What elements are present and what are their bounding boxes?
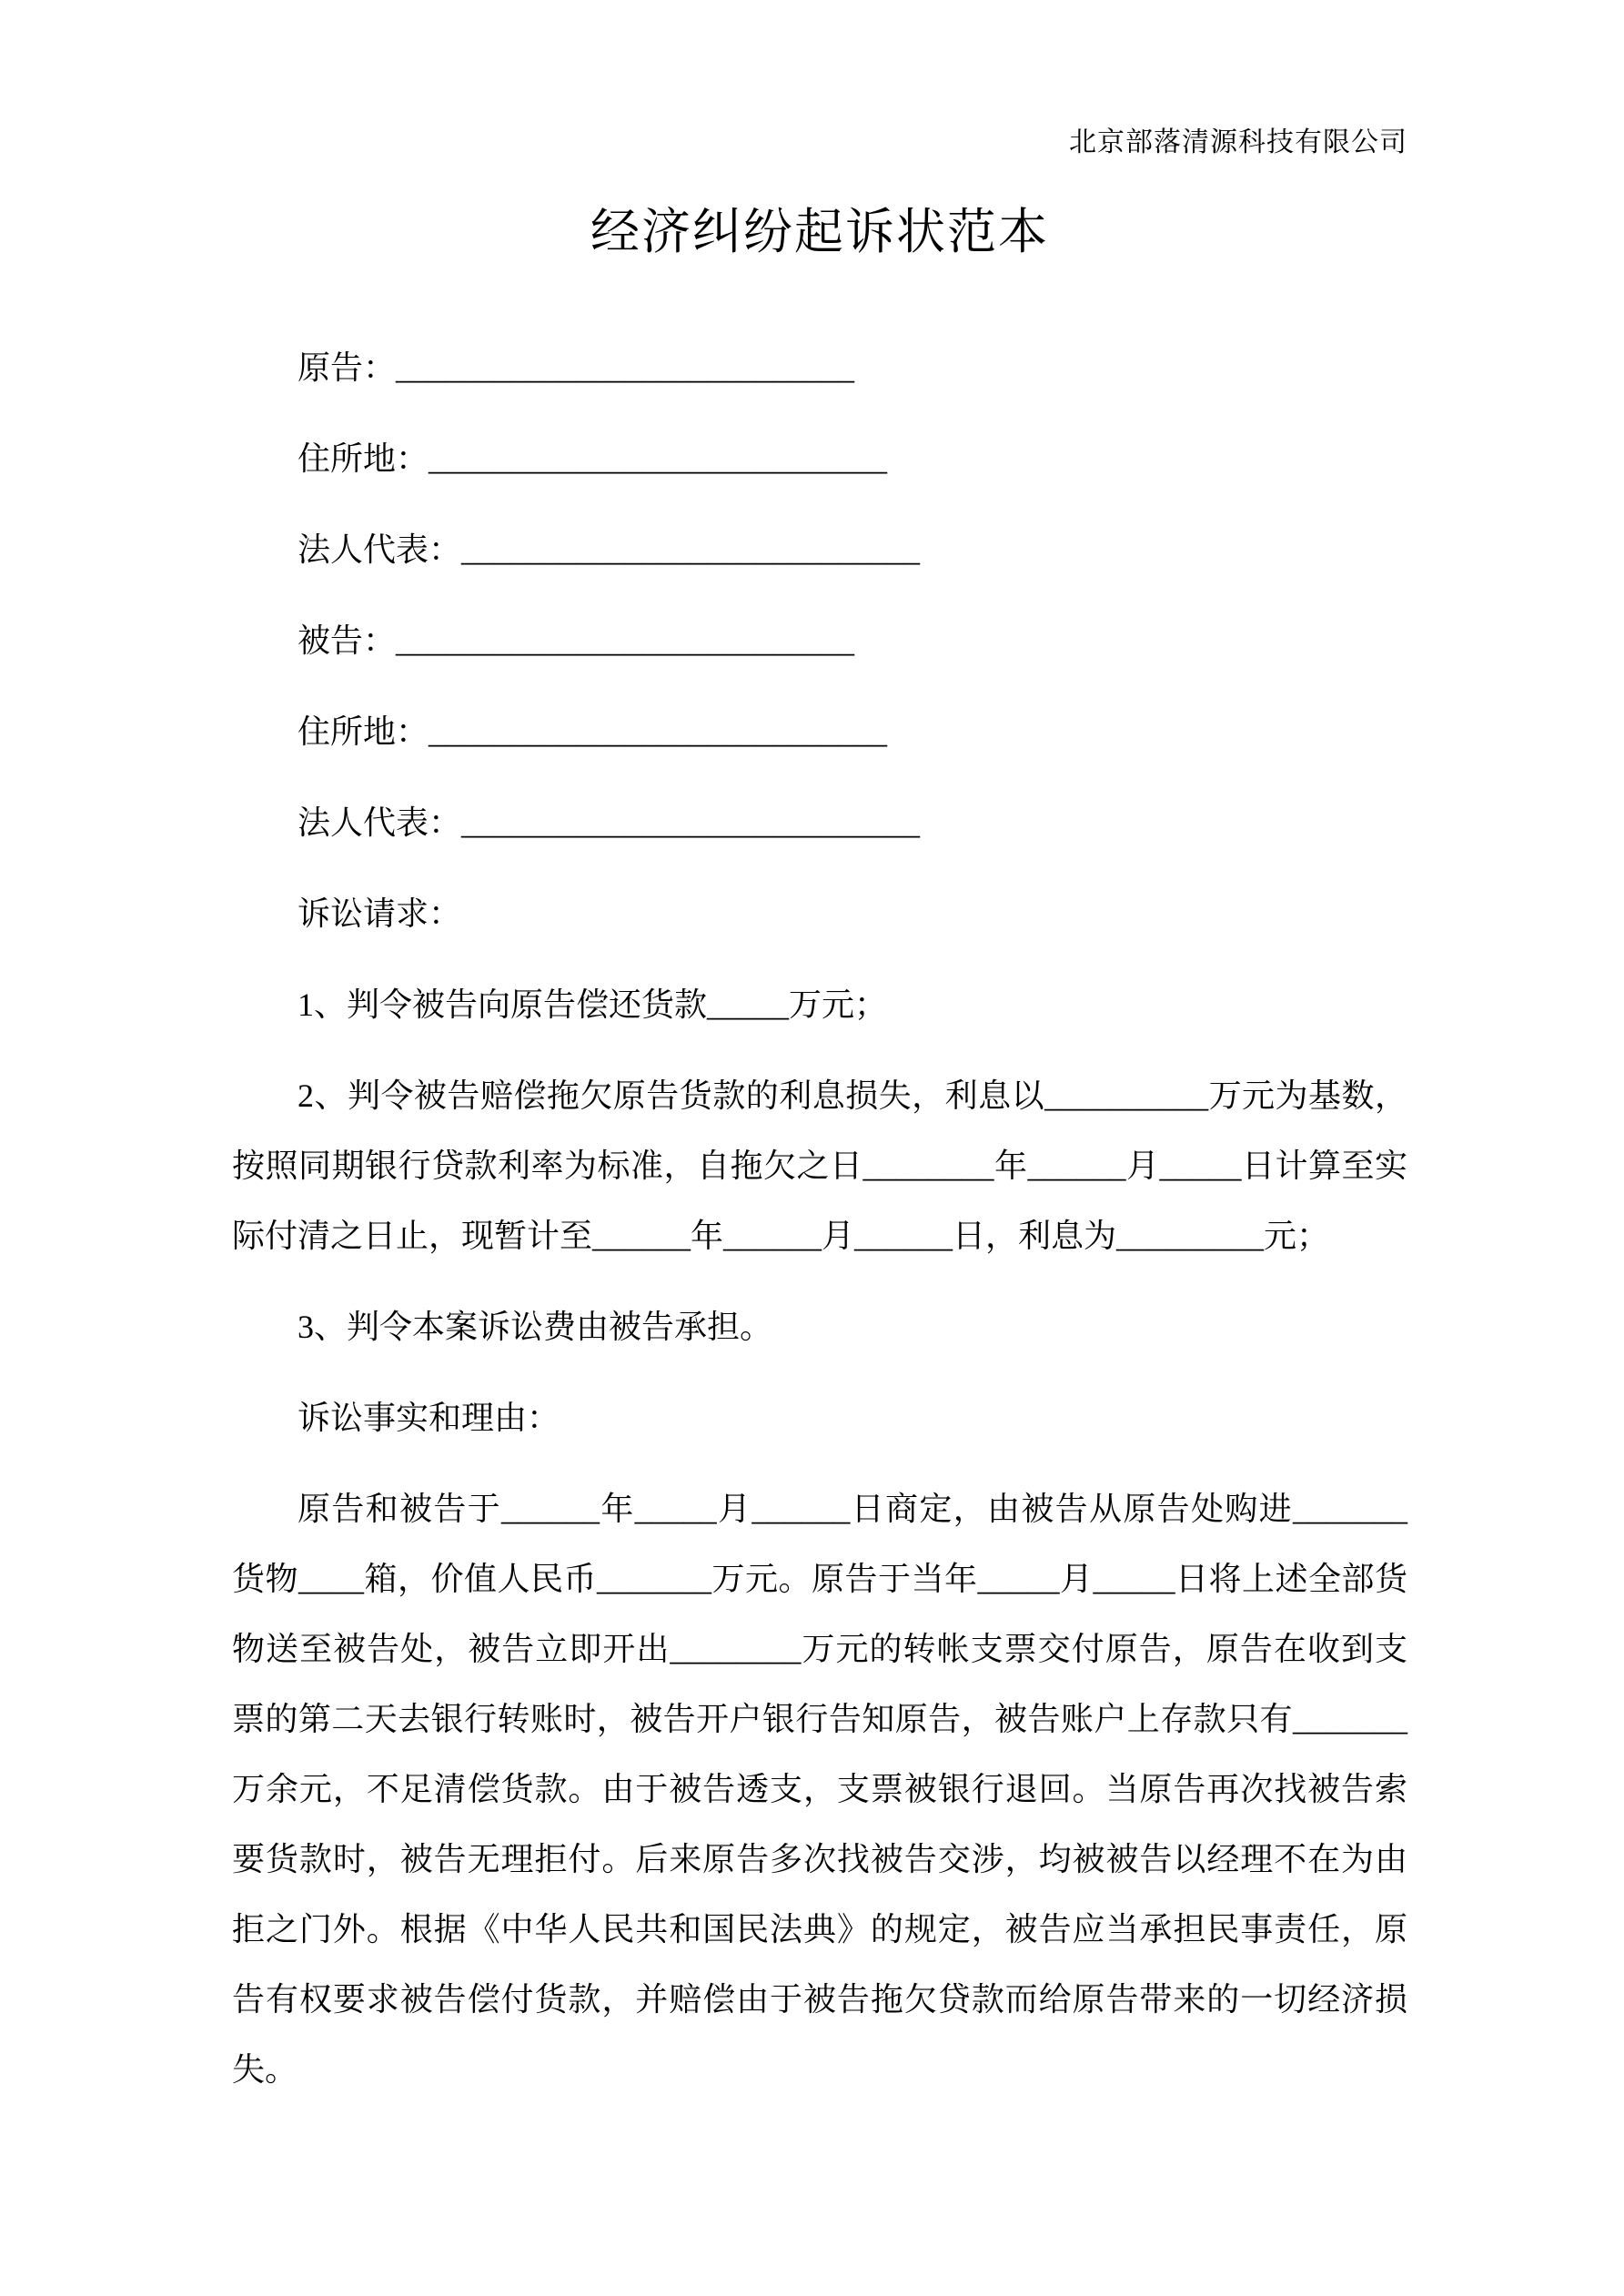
- claims-heading: 诉讼请求：: [298, 895, 462, 932]
- field-blank-plaintiff-legal-rep: ____________________________: [461, 531, 921, 568]
- field-label-plaintiff: 原告：: [298, 349, 397, 386]
- claim-item-1: 1、判令被告向原告偿还货款_____万元；: [298, 986, 888, 1023]
- field-blank-defendant-legal-rep: ____________________________: [461, 804, 921, 841]
- claim-item-2: 2、判令被告赔偿拖欠原告货款的利息损失，利息以__________万元为基数，按照同期银行贷款利率为标准，自拖欠之日________年______月_____日计算至实际付清之日止，现暂计至______年______月______日，利息为_________元；: [232, 1077, 1407, 1254]
- field-blank-plaintiff: ____________________________: [396, 349, 855, 386]
- company-header: 北京部落清源科技有限公司: [1069, 127, 1407, 157]
- field-blank-defendant-address: ____________________________: [429, 713, 888, 750]
- facts-heading: 诉讼事实和理由：: [298, 1400, 560, 1436]
- facts-body: 原告和被告于______年_____月______日商定，由被告从原告处购进_______货物____箱，价值人民币_______万元。原告于当年_____月_____日将上述全部货物送至被告处，被告立即开出________万元的转帐支票交付原告，原告在收到支票的第二天去银行转账时，被告开户银行告知原告，被告账户上存款只有_______万余元，不足清偿货款。由于被告透支，支票被银行退回。当原告再次找被告索要货款时，被告无理拒付。后来原告多次找被告交涉，均被被告以经理不在为由拒之门外。根据《中华人民共和国民法典》的规定，被告应当承担民事责任，原告有权要求被告偿付货款，并赔偿由于被告拖欠贷款而给原告带来的一切经济损失。: [232, 1491, 1407, 2088]
- field-label-plaintiff-legal-rep: 法人代表：: [298, 531, 462, 568]
- party-fields: [232, 333, 1407, 858]
- field-label-defendant: 被告：: [298, 622, 397, 659]
- field-label-defendant-legal-rep: 法人代表：: [298, 804, 462, 841]
- party-row-defendant: [232, 606, 1407, 676]
- party-row-plaintiff: [232, 333, 1407, 403]
- claim-item-3: 3、判令本案诉讼费由被告承担。: [298, 1309, 773, 1345]
- party-row-plaintiff-address: [232, 424, 1407, 494]
- document-title: 经济纠纷起诉状范本: [590, 205, 1049, 259]
- field-label-defendant-address: 住所地：: [298, 713, 429, 750]
- party-row-defendant-address: [232, 697, 1407, 767]
- field-label-plaintiff-address: 住所地：: [298, 440, 429, 477]
- party-row-plaintiff-legal-rep: [232, 515, 1407, 585]
- field-blank-plaintiff-address: ____________________________: [429, 440, 888, 477]
- field-blank-defendant: ____________________________: [396, 622, 855, 659]
- party-row-defendant-legal-rep: [232, 788, 1407, 858]
